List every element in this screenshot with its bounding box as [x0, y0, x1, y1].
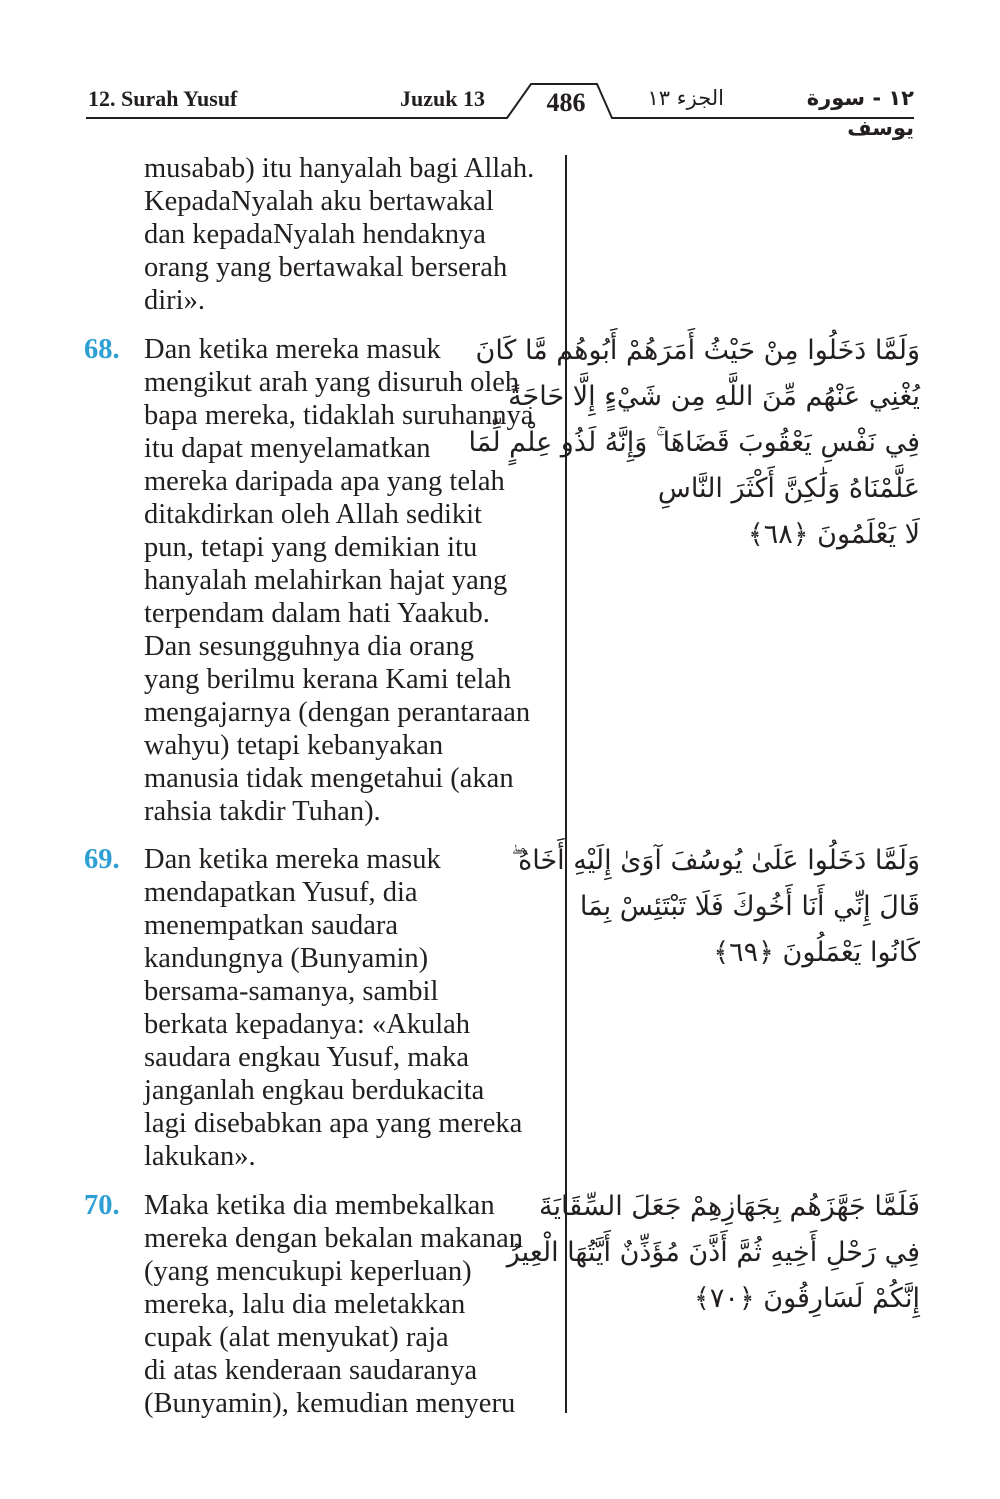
- arabic-line: فِي رَحْلِ أَخِيهِ ثُمَّ أَذَّنَ مُؤَذِّنٌ أَيَّتُهَا الْعِيرُ: [506, 1237, 920, 1268]
- verse-number-69: 69.: [84, 844, 120, 875]
- translation-line: pun, tetapi yang demikian itu: [144, 532, 478, 563]
- translation-line: (Bunyamin), kemudian menyeru: [144, 1388, 516, 1419]
- verse-number-70: 70.: [84, 1190, 120, 1221]
- arabic-line: عَلَّمْنَاهُ وَلَٰكِنَّ أَكْثَرَ النَّاسِ: [657, 473, 920, 504]
- translation-line: janganlah engkau berdukacita: [144, 1075, 485, 1106]
- translation-line: saudara engkau Yusuf, maka: [144, 1042, 469, 1073]
- translation-line: terpendam dalam hati Yaakub.: [144, 598, 490, 629]
- running-head-surah-arabic: ١٢ - سورة يوسف: [806, 86, 914, 140]
- translation-line: mengikut arah yang disuruh oleh: [144, 367, 520, 398]
- translation-line: cupak (alat menyukat) raja: [144, 1322, 449, 1353]
- page-number: 486: [546, 88, 586, 117]
- translation-line: musabab) itu hanyalah bagi Allah.: [144, 153, 535, 184]
- translation-line: wahyu) tetapi kebanyakan: [144, 730, 444, 761]
- translation-line: mendapatkan Yusuf, dia: [144, 877, 418, 908]
- translation-line: kandungnya (Bunyamin): [144, 943, 429, 974]
- running-head-juz: Juzuk 13: [400, 86, 485, 111]
- arabic-line: قَالَ إِنِّي أَنَا أَخُوكَ فَلَا تَبْتَئِسْ بِمَا: [579, 891, 920, 922]
- running-head-surah: 12. Surah Yusuf: [88, 86, 238, 111]
- verse-70-translation: [144, 1189, 558, 1420]
- translation-line: hanyalah melahirkan hajat yang: [144, 565, 508, 596]
- arabic-line: كَانُوا يَعْمَلُونَ ﴿٦٩﴾: [713, 937, 920, 968]
- arabic-line: وَلَمَّا دَخَلُوا عَلَىٰ يُوسُفَ آوَىٰ إِلَيْهِ أَخَاهُ ۖ: [511, 845, 920, 876]
- translation-line: rahsia takdir Tuhan).: [144, 796, 381, 827]
- translation-line: berkata kepadanya: «Akulah: [144, 1009, 471, 1040]
- translation-line: Dan sesungguhnya dia orang: [144, 631, 475, 662]
- translation-line: bersama-samanya, sambil: [144, 976, 439, 1007]
- arabic-line: فَلَمَّا جَهَّزَهُم بِجَهَازِهِمْ جَعَلَ السِّقَايَةَ: [539, 1191, 920, 1222]
- translation-line: yang berilmu kerana Kami telah: [144, 664, 512, 695]
- arabic-line: فِي نَفْسِ يَعْقُوبَ قَضَاهَا ۚ وَإِنَّهُ لَذُو عِلْمٍ لِّمَا: [468, 427, 920, 458]
- translation-line: menempatkan saudara: [144, 910, 399, 941]
- translation-line: (yang mencukupi keperluan): [144, 1256, 472, 1287]
- translation-line: Dan ketika mereka masuk: [144, 844, 441, 875]
- translation-line: KepadaNyalah aku bertawakal: [144, 186, 494, 217]
- translation-line: mereka, lalu dia meletakkan: [144, 1289, 466, 1320]
- verse-68-translation: [144, 333, 558, 828]
- arabic-line: إِنَّكُمْ لَسَارِقُونَ ﴿٧٠﴾: [694, 1283, 920, 1314]
- translation-line: Maka ketika dia membekalkan: [144, 1190, 495, 1221]
- translation-line: manusia tidak mengetahui (akan: [144, 763, 514, 794]
- arabic-line: وَلَمَّا دَخَلُوا مِنْ حَيْثُ أَمَرَهُمْ أَبُوهُم مَّا كَانَ: [475, 335, 920, 366]
- translation-line: Dan ketika mereka masuk: [144, 334, 441, 365]
- arabic-line: يُغْنِي عَنْهُم مِّنَ اللَّهِ مِن شَيْءٍ إِلَّا حَاجَةً: [508, 381, 920, 412]
- verse-69-arabic: [511, 838, 920, 976]
- translation-line: mereka daripada apa yang telah: [144, 466, 505, 497]
- running-head-juz-arabic: الجزء ١٣: [647, 86, 724, 110]
- translation-line: ditakdirkan oleh Allah sedikit: [144, 499, 482, 530]
- translation-line: diri».: [144, 285, 205, 316]
- translation-line: mengajarnya (dengan perantaraan: [144, 697, 531, 728]
- intro-translation: [144, 152, 558, 317]
- translation-line: di atas kenderaan saudaranya: [144, 1355, 478, 1386]
- verse-69-translation: [144, 843, 558, 1173]
- translation-line: dan kepadaNyalah hendaknya: [144, 219, 486, 250]
- translation-line: orang yang bertawakal berserah: [144, 252, 508, 283]
- translation-line: lagi disebabkan apa yang mereka: [144, 1108, 523, 1139]
- translation-line: mereka dengan bekalan makanan: [144, 1223, 524, 1254]
- translation-line: itu dapat menyelamatkan: [144, 433, 431, 464]
- arabic-line: لَا يَعْلَمُونَ ﴿٦٨﴾: [747, 519, 920, 550]
- verse-68-arabic: [468, 328, 920, 558]
- verse-70-arabic: [506, 1184, 920, 1322]
- translation-line: bapa mereka, tidaklah suruhannya: [144, 400, 534, 431]
- verse-number-68: 68.: [84, 334, 120, 365]
- translation-line: lakukan».: [144, 1141, 256, 1172]
